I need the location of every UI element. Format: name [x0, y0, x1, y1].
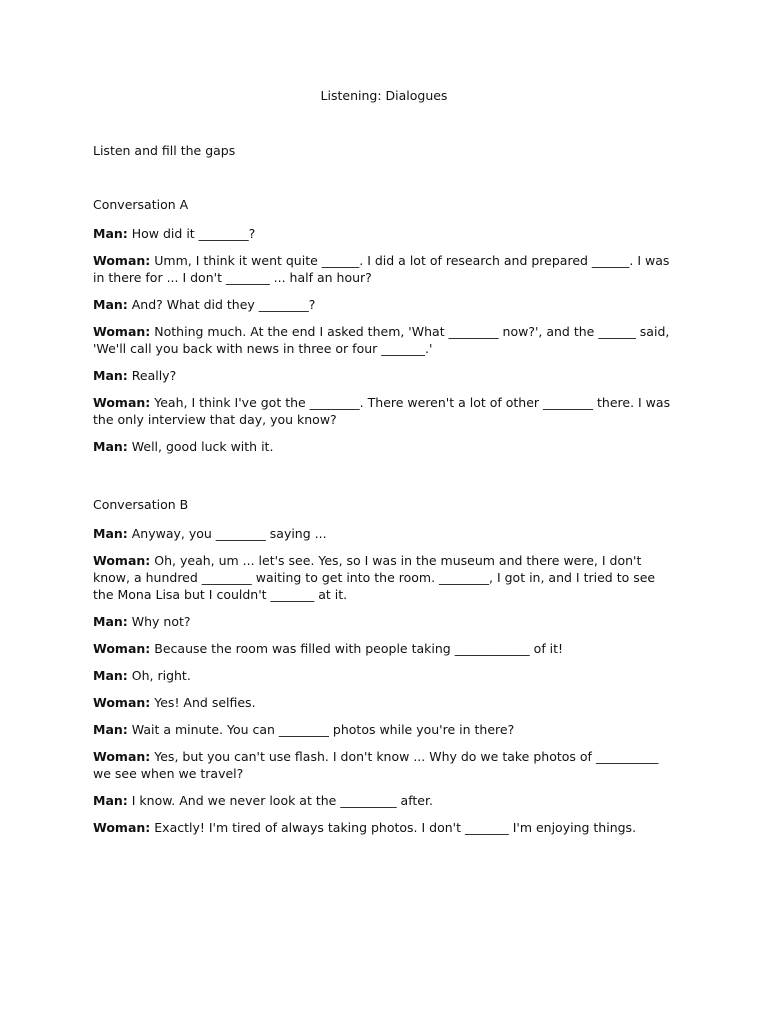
speaker-label: Man:: [93, 614, 128, 629]
dialogue-text: Really?: [127, 368, 177, 383]
conversation-b-heading: Conversation B: [93, 497, 189, 512]
dialogue-text: I know. And we never look at the _________ after.: [127, 793, 433, 808]
dialogue-line: [93, 721, 678, 738]
speaker-label: Man:: [93, 297, 128, 312]
speaker-label: Woman:: [93, 395, 151, 410]
speaker-label: Man:: [93, 668, 128, 683]
speaker-label: Man:: [93, 368, 128, 383]
dialogue-text: Yeah, I think I've got the ________. There weren't a lot of other ________ there. I was the only interview that day, you know?: [93, 395, 671, 427]
dialogue-line: [93, 323, 678, 357]
dialogue-text: Anyway, you ________ saying ...: [127, 526, 327, 541]
speaker-label: Woman:: [93, 820, 151, 835]
dialogue-text: Yes! And selfies.: [150, 695, 256, 710]
dialogue-line: [93, 667, 678, 684]
dialogue-text: Because the room was filled with people taking ____________ of it!: [150, 641, 564, 656]
conversation-a: [93, 197, 678, 465]
speaker-label: Man:: [93, 793, 128, 808]
dialogue-line: [93, 296, 678, 313]
dialogue-text: Oh, right.: [127, 668, 191, 683]
dialogue-text: Well, good luck with it.: [127, 439, 274, 454]
conversation-a-heading: Conversation A: [93, 197, 189, 212]
dialogue-line: [93, 438, 678, 455]
speaker-label: Woman:: [93, 253, 151, 268]
speaker-label: Woman:: [93, 749, 151, 764]
dialogue-line: [93, 552, 678, 603]
dialogue-text: How did it ________?: [127, 226, 256, 241]
dialogue-text: Why not?: [127, 614, 191, 629]
dialogue-line: [93, 252, 678, 286]
dialogue-text: Exactly! I'm tired of always taking photos. I don't _______ I'm enjoying things.: [150, 820, 637, 835]
speaker-label: Woman:: [93, 553, 151, 568]
dialogue-line: [93, 640, 678, 657]
speaker-label: Woman:: [93, 695, 151, 710]
dialogue-text: And? What did they ________?: [127, 297, 316, 312]
dialogue-line: [93, 225, 678, 242]
conversation-b: [93, 497, 678, 846]
speaker-label: Man:: [93, 526, 128, 541]
page-title: Listening: Dialogues: [320, 88, 448, 103]
dialogue-line: [93, 792, 678, 809]
dialogue-line: [93, 613, 678, 630]
speaker-label: Woman:: [93, 324, 151, 339]
dialogue-line: [93, 694, 678, 711]
dialogue-text: Yes, but you can't use flash. I don't know ... Why do we take photos of __________ we see when we travel?: [93, 749, 659, 781]
dialogue-line: [93, 819, 678, 836]
dialogue-line: [93, 748, 678, 782]
speaker-label: Man:: [93, 226, 128, 241]
dialogue-line: [93, 394, 678, 428]
speaker-label: Man:: [93, 722, 128, 737]
speaker-label: Woman:: [93, 641, 151, 656]
dialogue-line: [93, 525, 678, 542]
dialogue-text: Umm, I think it went quite ______. I did a lot of research and prepared ______. I was in there for ... I don't _______ ... half an hour?: [93, 253, 670, 285]
dialogue-line: [93, 367, 678, 384]
dialogue-text: Nothing much. At the end I asked them, 'What ________ now?', and the ______ said, 'We'll call you back with news in three or four _______.': [93, 324, 670, 356]
dialogue-text: Oh, yeah, um ... let's see. Yes, so I was in the museum and there were, I don't know, a hundred ________ waiting to get into the room. ________, I got in, and I tried to see the Mona Lisa but I couldn't _______ at it.: [93, 553, 656, 602]
speaker-label: Man:: [93, 439, 128, 454]
dialogue-text: Wait a minute. You can ________ photos while you're in there?: [127, 722, 515, 737]
instruction-text: Listen and fill the gaps: [93, 143, 236, 158]
